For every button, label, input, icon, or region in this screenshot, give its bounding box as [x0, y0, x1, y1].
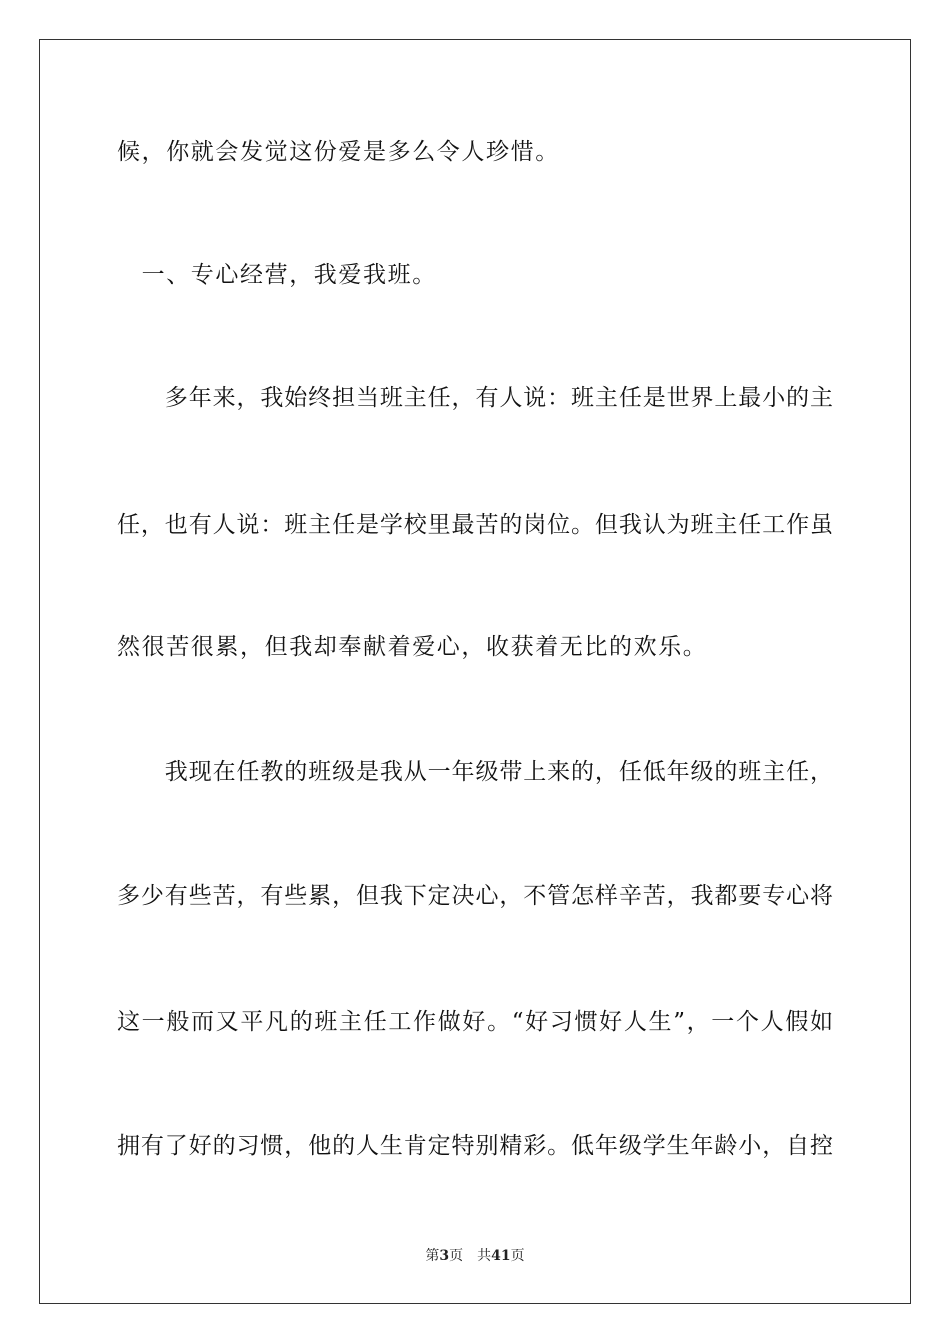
page-label-suffix: 页 — [449, 1248, 464, 1264]
paragraph-line-2: 多年来，我始终担当班主任，有人说：班主任是世界上最小的主 — [117, 385, 833, 411]
page-footer — [0, 1246, 950, 1266]
paragraph-line-7: 这一般而又平凡的班主任工作做好。“好习惯好人生”，一个人假如 — [117, 1009, 833, 1035]
paragraph-line-3: 任，也有人说：班主任是学校里最苦的岗位。但我认为班主任工作虽 — [117, 512, 833, 538]
paragraph-line-1: 候，你就会发觉这份爱是多么令人珍惜。 — [117, 139, 560, 165]
page-border — [39, 39, 911, 1304]
section-heading: 一、专心经营，我爱我班。 — [117, 262, 437, 288]
total-label-suffix: 页 — [510, 1248, 525, 1264]
total-page-count: 41 — [491, 1248, 511, 1264]
page-label-prefix: 第 — [425, 1248, 440, 1264]
paragraph-line-4: 然很苦很累，但我却奉献着爱心，收获着无比的欢乐。 — [117, 634, 708, 660]
total-label-prefix: 共 — [477, 1248, 492, 1264]
paragraph-line-5: 我现在任教的班级是我从一年级带上来的，任低年级的班主任， — [117, 759, 833, 785]
paragraph-line-6: 多少有些苦，有些累，但我下定决心，不管怎样辛苦，我都要专心将 — [117, 883, 833, 909]
paragraph-line-8: 拥有了好的习惯，他的人生肯定特别精彩。低年级学生年龄小，自控 — [117, 1133, 833, 1159]
current-page-number: 3 — [439, 1248, 450, 1264]
